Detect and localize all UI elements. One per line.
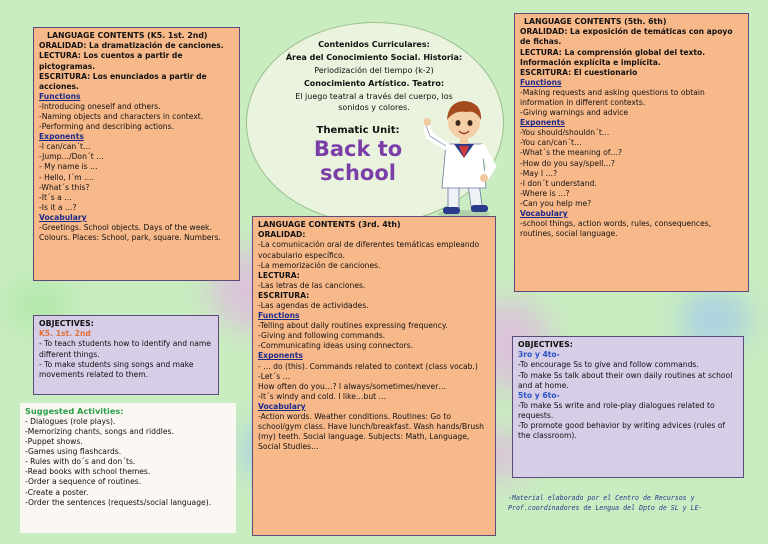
suggested-title: Suggested Activities: [25,406,124,416]
escritura-line: ESCRITURA: El cuestionario [520,67,638,77]
list-item: -Las letras de las canciones. [258,280,366,290]
list-item: -I can/can´t… [39,142,91,152]
list-item: - Hello, I´m …. [39,172,95,182]
exponents-label: Exponents [39,132,84,142]
list-item: -Jump…/Don´t … [39,152,104,162]
unit-title-line-1: Back to [313,137,403,161]
list-item: -Is it a …? [39,202,77,212]
list-item: -To make Ss talk about their own daily routines at school and at home. [518,370,733,390]
lectura-line: LECTURA: Los cuentos a partir de pictogramas. [39,51,183,71]
functions-label: Functions [520,77,562,87]
escritura-label: ESCRITURA: [258,290,310,300]
language-contents-k5-box [33,27,240,281]
vocabulary-text: -school things, action words, rules, consequences, routines, social language. [520,219,712,239]
objectives-title: OBJECTIVES: [518,340,573,349]
list-item: -How do you say/spell…? [520,158,615,168]
unit-title-line-2: school [320,160,396,185]
list-item: -May I …? [520,168,558,178]
list-item: -Memorizing chants, songs and riddles. [25,427,174,436]
list-item: -Las agendas de actividades. [258,301,369,311]
thematic-unit-label: Thematic Unit: [316,125,400,136]
functions-label: Functions [39,91,81,101]
list-item: -Let´s … [258,371,291,381]
list-item: -Naming objects and characters in context. [39,112,204,122]
list-item: -Giving and following commands. [258,331,386,341]
list-item: -To promote good behavior by writing advices (rules of the classroom). [518,421,726,441]
list-item: -Making requests and asking questions to obtain information in different contexts. [520,87,705,108]
list-item: -Telling about daily routines expressing frequency. [258,321,448,331]
objectives-k5-box [33,315,219,395]
credit-line-1: -Material elaborado por el Centro de Recursos y [508,494,695,502]
language-contents-3rd-4th-box [252,216,496,536]
vocabulary-label: Vocabulary [258,401,306,411]
suggested-activities-box [20,403,236,533]
list-item: -What´s the meaning of…? [520,148,623,158]
objectives-level-3-4: 3ro y 4to- [518,350,560,360]
vocabulary-label: Vocabulary [520,209,568,219]
box-title: LANGUAGE CONTENTS (5th. 6th) [524,17,667,26]
list-item: -Order the sentences (requests/social language). [25,497,212,507]
list-item: - … do (this). Commands related to context (class vocab.) [258,361,478,371]
oralidad-line: ORALIDAD: La exposición de temáticas con apoyo de fichas. [520,27,733,47]
list-item: -It´s windy and cold. I like…but … [258,391,387,401]
list-item: -You should/shouldn´t… [520,128,610,138]
list-item: - To make students sing songs and make movements related to them. [39,359,194,379]
vocabulary-text: -Action words. Weather conditions. Routines: Go to school/gym class. Have lunch/breakfast. Wash hands/Brush (my) teeth. Social language. Subjects: Math, Language, Social Studies… [258,412,484,452]
list-item: - Dialogues (role plays). [25,416,116,426]
list-item: -To encourage Ss to give and follow commands. [518,360,699,370]
exponents-label: Exponents [258,351,303,361]
list-item: -Communicating ideas using connectors. [258,341,414,351]
list-item: -You can/can´t… [520,138,582,148]
list-item: -Introducing oneself and others. [39,101,161,111]
list-item: -Performing and describing actions. [39,122,174,132]
list-item: How often do you…? I always/sometimes/never… [258,381,446,391]
list-item: -What´s this? [39,182,90,192]
list-item: - Rules with do´s and don´ts. [25,457,136,467]
functions-label: Functions [258,311,300,321]
list-item: -It´s a … [39,192,72,202]
list-item: -To make Ss write and role-play dialogues related to requests. [518,400,715,420]
artistic-line: Conocimiento Artístico. Teatro: [303,79,445,88]
list-item: -La memorización de canciones. [258,260,381,270]
list-item: -Giving warnings and advice [520,108,629,118]
list-item: -La comunicación oral de diferentes temáticas empleando vocabulario específico. [258,240,480,260]
history-period-line: Periodización del tiempo (k-2) [314,66,434,75]
list-item: -Puppet shows. [25,437,83,447]
list-item: -Read books with school themes. [25,467,151,477]
theatre-line: El juego teatral a través del cuerpo, los sonidos y colores. [295,92,453,112]
list-item: -Order a sequence of routines. [25,477,142,487]
objectives-title: OBJECTIVES: [39,319,94,328]
objectives-level: K5. 1st. 2nd [39,329,91,339]
box-title: LANGUAGE CONTENTS (3rd. 4th) [258,220,401,229]
escritura-line: ESCRITURA: Los enunciados a partir de acciones. [39,71,207,91]
list-item: -Can you help me? [520,198,592,208]
lectura-label: LECTURA: [258,270,300,280]
language-contents-5th-6th-box [514,13,749,292]
list-item: -Create a poster. [25,487,89,497]
box-title: LANGUAGE CONTENTS (K5. 1st. 2nd) [47,31,208,40]
credit-note [508,493,754,513]
schoolboy-illustration [424,92,504,220]
lectura-line: LECTURA: La comprensión global del texto. Información explícita e implícita. [520,47,706,67]
credit-line-2: Prof.coordinadores de Lengua del Dpto de SL y LE- [508,504,703,513]
oralidad-label: ORALIDAD: [258,230,306,240]
oralidad-line: ORALIDAD: La dramatización de canciones. [39,41,224,51]
list-item: - To teach students how to identify and name different things. [39,339,211,359]
vocabulary-label: Vocabulary [39,212,87,222]
objectives-3rd-6th-box [512,336,744,478]
list-item: -Games using flashcards. [25,447,122,457]
unit-title [298,138,418,185]
objectives-level-5-6: 5to y 6to- [518,390,560,400]
exponents-label: Exponents [520,118,565,128]
list-item: -Where is …? [520,188,570,198]
list-item: - My name is … [39,162,98,172]
list-item: -I don´t understand. [520,178,597,188]
social-area-line: Área del Conocimiento Social. Historia: [285,53,463,62]
curricular-title: Contenidos Curriculares: [318,40,430,49]
vocabulary-text: -Greetings. School objects. Days of the week. Colours. Places: School, park, square. Numbers. [39,223,221,243]
